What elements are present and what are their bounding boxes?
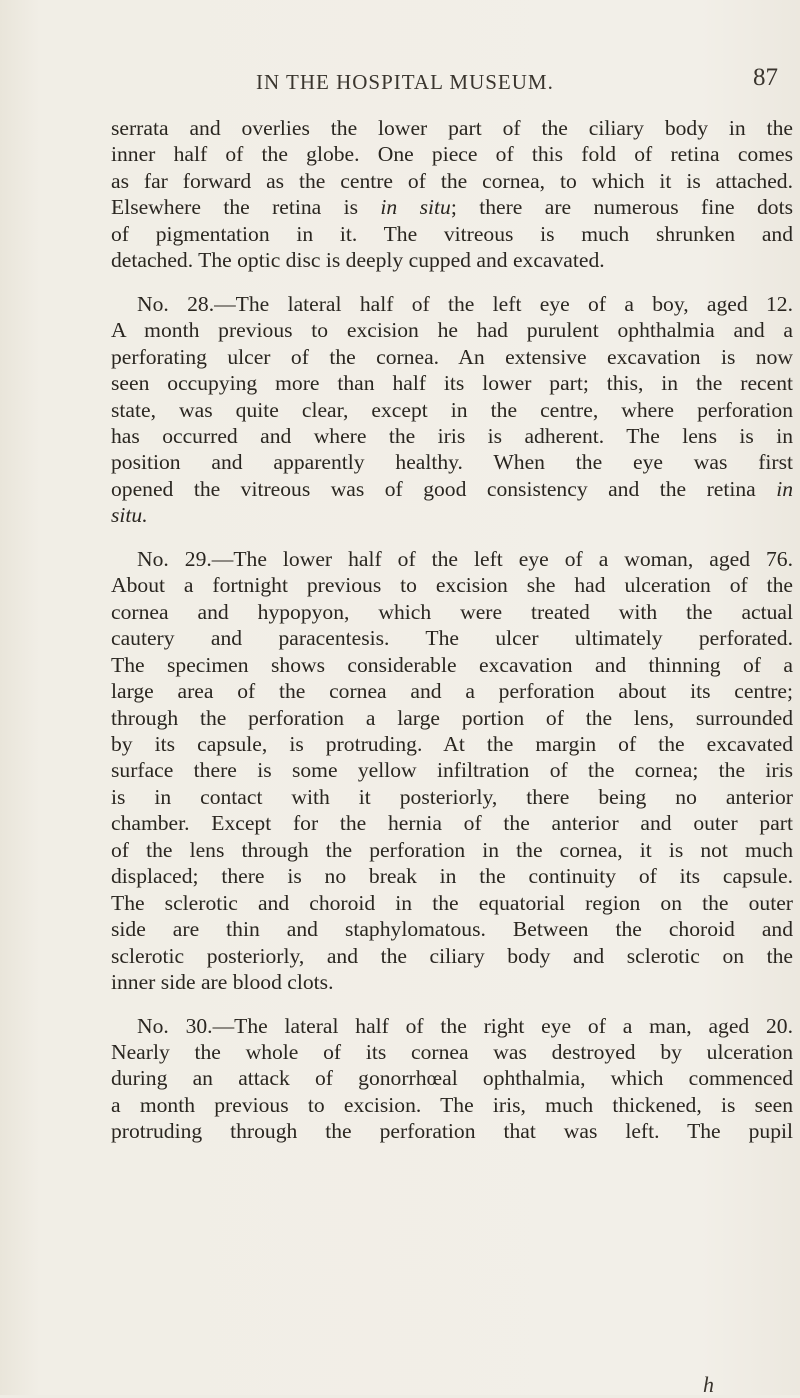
text-line: inner half of the globe. One piece of this fold of retina comes [111,142,793,167]
text-line: large area of the cornea and a perforation about its centre; [111,679,793,704]
text-line: side are thin and staphylomatous. Between the choroid and [111,917,793,942]
paragraph-no-29 [111,546,793,996]
text-line: A month previous to excision he had purulent ophthalmia and a [111,318,793,343]
text-line: detached. The optic disc is deeply cupped and excavated. [111,248,605,273]
page-number: 87 [753,64,778,91]
running-title: IN THE HOSPITAL MUSEUM. [256,70,554,94]
text-line: of pigmentation in it. The vitreous is much shrunken and [111,221,793,246]
italic-phrase: in [776,476,793,501]
text-line: displaced; there is no break in the continuity of its capsule. [111,864,793,889]
text-line: No. 30.—The lateral half of the right eye of a man, aged 20. [137,1013,793,1038]
italic-phrase: in situ [380,195,451,220]
text-line: cornea and hypopyon, which were treated with the actual [111,599,793,624]
text-line: seen occupying more than half its lower part; this, in the recent [111,371,793,396]
text-line: The specimen shows considerable excavation and thinning of a [111,652,793,677]
text-line: The sclerotic and choroid in the equatorial region on the outer [111,890,793,915]
text-line: cautery and paracentesis. The ulcer ultimately perforated. [111,626,793,651]
text-line: protruding through the perforation that was left. The pupil [111,1119,793,1144]
catchword: h [703,1372,714,1397]
text-line: No. 28.—The lateral half of the left eye of a boy, aged 12. [137,291,793,316]
paragraph-no-30 [111,1013,793,1145]
text-line: inner side are blood clots. [111,970,334,995]
text-line: sclerotic posteriorly, and the ciliary body and sclerotic on the [111,943,793,968]
paragraph-no-28 [111,291,793,529]
text-line: by its capsule, is protruding. At the margin of the excavated [111,731,793,756]
text-line: chamber. Except for the hernia of the anterior and outer part [111,811,793,836]
text-line: perforating ulcer of the cornea. An extensive excavation is now [111,344,793,369]
text-line: opened the vitreous was of good consistency and the retina in [111,476,793,501]
running-head [0,64,800,100]
text-line: has occurred and where the iris is adherent. The lens is in [111,423,793,448]
text-line: of the lens through the perforation in the cornea, it is not much [111,837,793,862]
text-line: position and apparently healthy. When the eye was first [111,450,793,475]
text-line: during an attack of gonorrhœal ophthalmia, which commenced [111,1066,793,1091]
text-line: situ. [111,503,148,528]
text-line: serrata and overlies the lower part of the ciliary body in the [111,116,793,140]
body-text [111,115,793,1145]
text-line: is in contact with it posteriorly, there being no anterior [111,784,793,809]
text-line: Elsewhere the retina is in situ; there are numerous fine dots [111,195,793,220]
text-line: through the perforation a large portion of the lens, surrounded [111,705,793,730]
text-line: No. 29.—The lower half of the left eye of a woman, aged 76. [137,546,793,571]
text-line: About a fortnight previous to excision she had ulceration of the [111,573,793,598]
text-line: Nearly the whole of its cornea was destroyed by ulceration [111,1039,793,1064]
text-line: state, was quite clear, except in the centre, where perforation [111,397,793,422]
text-line: as far forward as the centre of the cornea, to which it is attached. [111,168,793,193]
paragraph-continuation [111,115,793,274]
text-line: surface there is some yellow infiltration of the cornea; the iris [111,758,793,783]
text-line: a month previous to excision. The iris, much thickened, is seen [111,1092,793,1117]
